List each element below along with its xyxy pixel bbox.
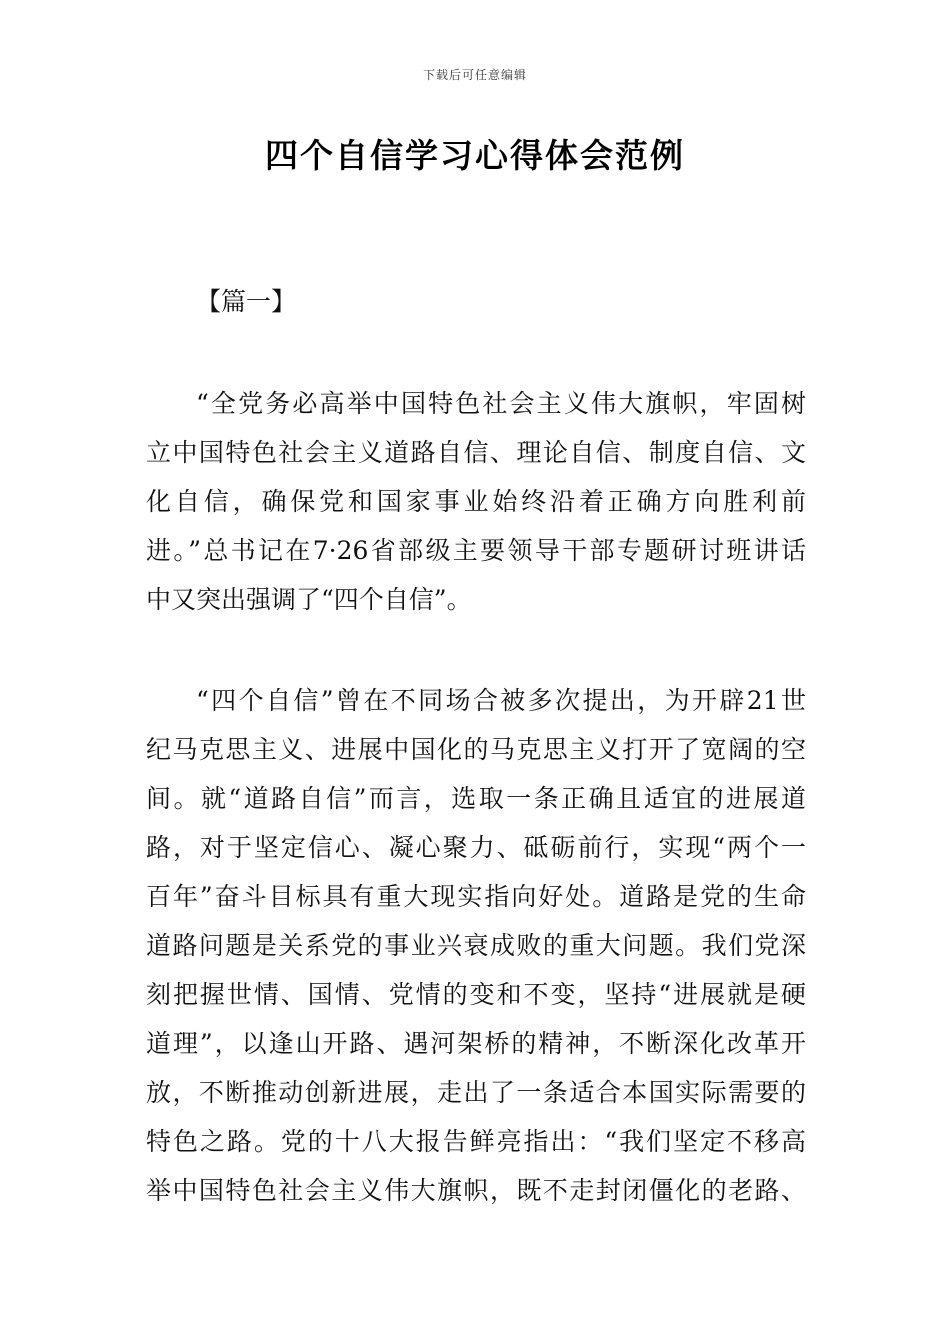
- section-heading: 【篇一】: [196, 287, 297, 316]
- paragraph-line: “四个自信”曾在不同场合被多次提出，为开辟21世: [196, 686, 806, 715]
- paragraph-line: 道路问题是关系党的事业兴衰成败的重大问题。我们党深: [146, 931, 806, 960]
- paragraph-line: 化自信，确保党和国家事业始终沿着正确方向胜利前: [146, 487, 806, 516]
- header-note: 下载后可任意编辑: [422, 68, 527, 82]
- paragraph-line: 路，对于坚定信心、凝心聚力、砥砺前行，实现“两个一: [146, 833, 806, 862]
- document-title: 四个自信学习心得体会范例: [265, 136, 685, 175]
- paragraph-line: 立中国特色社会主义道路自信、理论自信、制度自信、文: [146, 438, 806, 467]
- paragraph-line: 进。”总书记在7·26省部级主要领导干部专题研讨班讲话: [146, 536, 806, 565]
- paragraph-line: 举中国特色社会主义伟大旗帜，既不走封闭僵化的老路、: [146, 1176, 806, 1205]
- paragraph-line: 放，不断推动创新进展，走出了一条适合本国实际需要的: [146, 1078, 806, 1107]
- paragraph-line: 刻把握世情、国情、党情的变和不变，坚持“进展就是硬: [146, 980, 806, 1009]
- paragraph-line: 中又突出强调了“四个自信”。: [146, 585, 472, 614]
- paragraph-line: 间。就“道路自信”而言，选取一条正确且适宜的进展道: [146, 784, 806, 813]
- paragraph-1: [146, 379, 806, 624]
- paragraph-line: 纪马克思主义、进展中国化的马克思主义打开了宽阔的空: [146, 735, 806, 764]
- paragraph-line: “全党务必高举中国特色社会主义伟大旗帜，牢固树: [196, 389, 806, 418]
- paragraph-line: 道理”，以逢山开路、遇河架桥的精神，不断深化改革开: [146, 1029, 806, 1058]
- paragraph-line: 百年”奋斗目标具有重大现实指向好处。道路是党的生命: [146, 882, 806, 911]
- paragraph-line: 特色之路。党的十八大报告鲜亮指出：“我们坚定不移高: [146, 1127, 806, 1156]
- paragraph-2: [146, 676, 806, 1215]
